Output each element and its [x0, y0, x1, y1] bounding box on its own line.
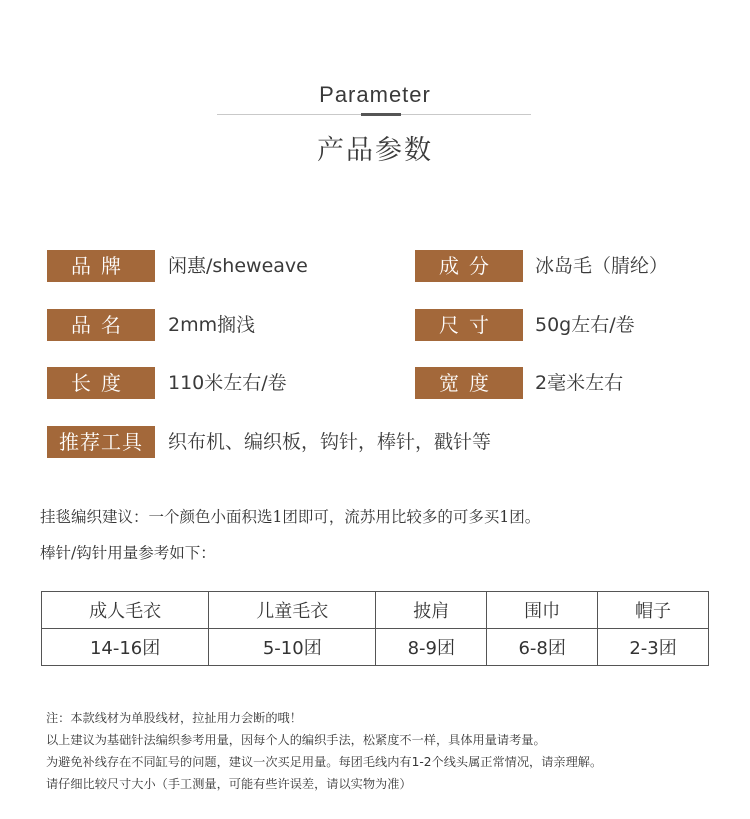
usage-value-adult-sweater: 14-16团: [42, 629, 209, 666]
usage-value-hat: 2-3团: [598, 629, 709, 666]
param-name-label: 品名: [47, 309, 155, 341]
notes: [46, 707, 726, 795]
param-width-value: 2毫米左右: [535, 372, 624, 394]
param-composition-label: 成分: [415, 250, 523, 282]
usage-table-header-row: [42, 592, 709, 629]
usage-header-hat: 帽子: [598, 592, 709, 629]
usage-value-child-sweater: 5-10团: [209, 629, 376, 666]
usage-header-scarf: 围巾: [487, 592, 598, 629]
param-brand-value: 闲惠/sheweave: [168, 255, 308, 277]
param-brand-label: 品牌: [47, 250, 155, 282]
param-length-value: 110米左右/卷: [168, 372, 287, 394]
note-line: 注：本款线材为单股线材，拉扯用力会断的哦！: [46, 711, 302, 725]
header-en-title: Parameter: [319, 82, 431, 107]
note-line: 请仔细比较尺寸大小（手工测量，可能有些许误差，请以实物为准）: [46, 777, 412, 791]
usage-value-scarf: 6-8团: [487, 629, 598, 666]
usage-value-shawl: 8-9团: [376, 629, 487, 666]
usage-header-child-sweater: 儿童毛衣: [209, 592, 376, 629]
usage-table: [41, 591, 709, 666]
param-tools-value: 织布机、编织板，钩针，棒针，戳针等: [168, 431, 492, 453]
header-cn-title: 产品参数: [317, 135, 433, 166]
param-tools-label: 推荐工具: [47, 426, 155, 458]
usage-header-adult-sweater: 成人毛衣: [42, 592, 209, 629]
param-length-label: 长度: [47, 367, 155, 399]
advice-needle: 棒针/钩针用量参考如下：: [40, 544, 216, 562]
usage-header-shawl: 披肩: [376, 592, 487, 629]
param-size-value: 50g左右/卷: [535, 314, 635, 336]
param-composition-value: 冰岛毛（腈纶）: [535, 255, 669, 277]
usage-table-value-row: [42, 629, 709, 666]
param-size-label: 尺寸: [415, 309, 523, 341]
note-line: 为避免补线存在不同缸号的问题，建议一次买足用量。每团毛线内有1-2个线头属正常情况，请亲理解。: [46, 755, 603, 769]
header-divider-accent: [361, 113, 401, 116]
advice-rug: 挂毯编织建议：一个颜色小面积选1团即可，流苏用比较多的可多买1团。: [40, 508, 541, 526]
note-line: 以上建议为基础针法编织参考用量，因每个人的编织手法，松紧度不一样，具体用量请考量。: [46, 733, 546, 747]
param-width-label: 宽度: [415, 367, 523, 399]
param-name-value: 2mm搁浅: [168, 314, 256, 336]
